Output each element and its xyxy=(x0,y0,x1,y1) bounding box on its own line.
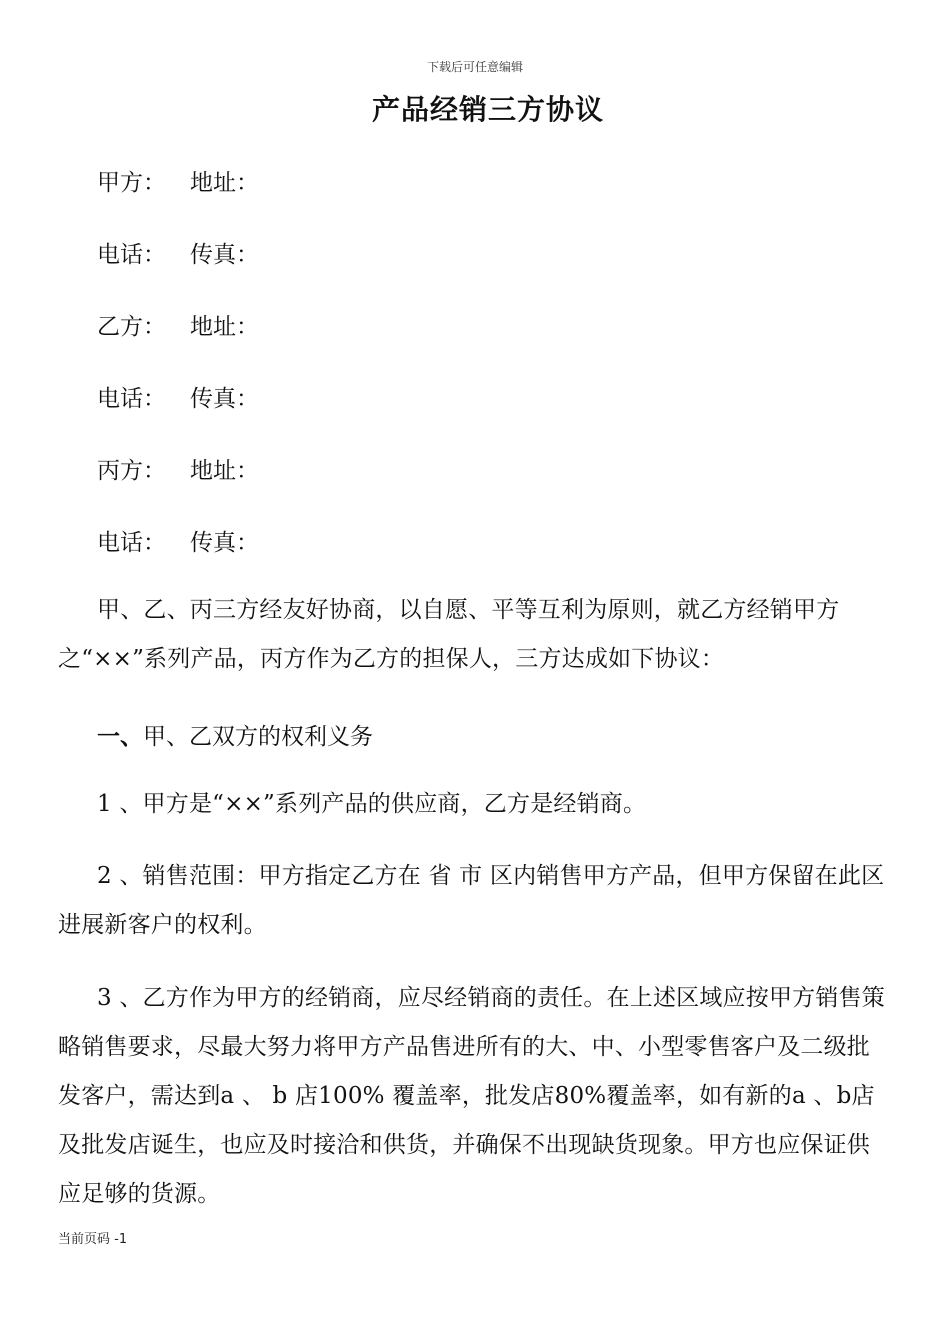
party-label: 丙方： xyxy=(97,458,166,484)
party-line-3 xyxy=(97,308,259,341)
party-line-6 xyxy=(97,524,259,557)
party-field: 地址： xyxy=(190,170,259,196)
intro-paragraph: 甲、乙、丙三方经友好协商，以自愿、平等互利为原则，就乙方经销甲方之“××”系列产品，丙方作为乙方的担保人，三方达成如下协议： xyxy=(58,597,840,672)
party-label: 电话： xyxy=(97,386,166,412)
party-line-4 xyxy=(97,380,259,413)
clause-3: 3 、乙方作为甲方的经销商，应尽经销商的责任。在上述区域应按甲方销售策略销售要求，尽最大努力将甲方产品售进所有的大、中、小型零售客户及二级批发客户，需达到a 、 b 店100% 覆盖率，批发店80%覆盖率，如有新的a 、b店及批发店诞生，也应及时接洽和供货，并确保不出现缺货现象。甲方也应保证供应足够的货源。 xyxy=(58,985,885,1207)
party-line-2 xyxy=(97,236,259,269)
section-title: 甲、乙双方的权利义务 xyxy=(143,724,373,750)
header-note: 下载后可任意编辑 xyxy=(426,60,523,74)
party-field: 地址： xyxy=(190,458,259,484)
section-number: 一、 xyxy=(97,724,143,750)
party-field: 传真： xyxy=(190,530,259,556)
party-label: 乙方： xyxy=(97,314,166,340)
clause-1: 1 、甲方是“××”系列产品的供应商，乙方是经销商。 xyxy=(97,791,647,817)
party-label: 电话： xyxy=(97,530,166,556)
page-number-footer: 当前页码 -1 xyxy=(58,1232,128,1247)
document-title: 产品经销三方协议 xyxy=(371,93,604,126)
party-label: 电话： xyxy=(97,242,166,268)
party-field: 传真： xyxy=(190,242,259,268)
section-heading xyxy=(97,718,373,751)
clause-2: 2 、销售范围：甲方指定乙方在 省 市 区内销售甲方产品，但甲方保留在此区进展新客户的权利。 xyxy=(58,863,885,938)
party-label: 甲方： xyxy=(97,170,166,196)
party-line-1 xyxy=(97,164,259,197)
party-line-5 xyxy=(97,452,259,485)
party-field: 地址： xyxy=(190,314,259,340)
party-field: 传真： xyxy=(190,386,259,412)
